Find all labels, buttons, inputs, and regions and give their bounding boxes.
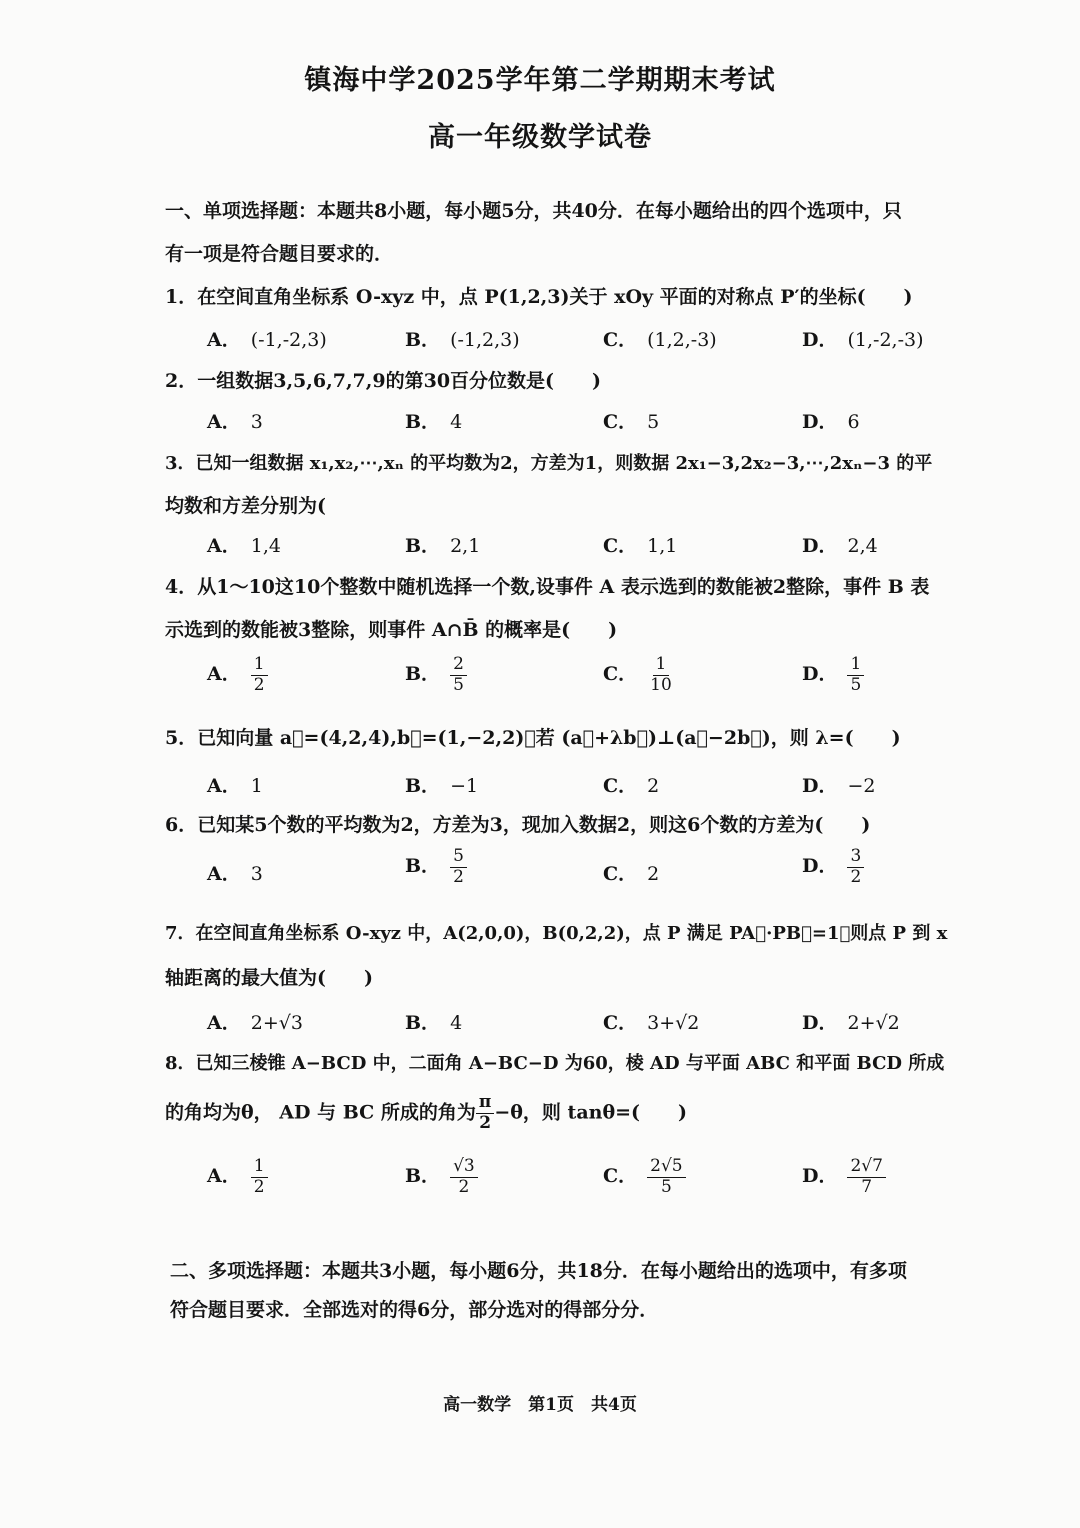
q7-option-a: A． 2+√3: [207, 1012, 303, 1034]
q8-stem-line2: 的角均为θ， AD 与 BC 所成的角为 $\frac{\pi}{2}$ −θ，则 tanθ=( ): [165, 1092, 688, 1133]
q7-option-d: D． 2+√2: [802, 1012, 900, 1034]
q4-option-c: C． $\frac{1}{10}$: [603, 654, 672, 695]
q3-option-d: D． 2,4: [802, 535, 878, 557]
exam-title: 镇海中学2025学年第二学期期末考试: [304, 65, 776, 96]
q1-option-a: A． (-1,-2,3): [207, 329, 327, 351]
q4-option-a: A． $\frac{1}{2}$: [207, 656, 268, 695]
q3-stem-line2: 均数和方差分别为(: [165, 495, 326, 517]
q1-stem: 1．在空间直角坐标系 O-xyz 中，点 P(1,2,3)关于 xOy 平面的对称点 P′的坐标( ): [165, 286, 913, 308]
section1-intro-line2: 有一项是符合题目要求的．: [165, 243, 394, 265]
q6-option-a: A． 3: [207, 863, 263, 885]
q4-option-d: D． $\frac{1}{5}$: [802, 656, 864, 695]
q8-pi-over-2: $\frac{\pi}{2}$: [476, 1094, 494, 1133]
q5-option-a: A． 1: [207, 775, 263, 797]
q8-option-d: D． $\frac{2√7}{7}$: [802, 1158, 886, 1197]
exam-subtitle: 高一年级数学试卷: [428, 122, 652, 153]
q7-option-b: B． 4: [405, 1012, 463, 1034]
q3-stem-line1: 3．已知一组数据 x₁,x₂,⋯,xₙ 的平均数为2，方差为1，则数据 2x₁−3,2x₂−3,⋯,2xₙ−3 的平: [165, 453, 933, 474]
q8-option-a: A． $\frac{1}{2}$: [207, 1158, 268, 1197]
q2-stem: 2．一组数据3,5,6,7,7,9的第30百分位数是( ): [165, 370, 602, 392]
q6-stem: 6．已知某5个数的平均数为2，方差为3，现加入数据2，则这6个数的方差为( ): [165, 814, 871, 836]
q3-option-c: C． 1,1: [603, 535, 678, 557]
q3-option-a: A． 1,4: [207, 535, 281, 557]
q5-stem: 5．已知向量 a⃗=(4,2,4),b⃗=(1,−2,2)，若 (a⃗+λb⃗)⊥(a⃗−2b⃗)，则 λ=( ): [165, 727, 901, 749]
q4-stem-line2: 示选到的数能被3整除，则事件 A∩B̄ 的概率是( ): [165, 619, 618, 641]
q3-option-b: B． 2,1: [405, 535, 481, 557]
q7-stem-line2: 轴距离的最大值为( ): [165, 967, 373, 989]
q1-option-c: C． (1,2,-3): [603, 329, 717, 351]
q6-option-c: C． 2: [603, 863, 660, 885]
q2-option-d: D． 6: [802, 411, 860, 433]
q2-option-b: B． 4: [405, 411, 463, 433]
q5-option-d: D． −2: [802, 775, 876, 797]
q7-stem-line1: 7．在空间直角坐标系 O-xyz 中，A(2,0,0)，B(0,2,2)，点 P 满足 PA⃗·PB⃗=1，则点 P 到 x: [165, 923, 948, 944]
q2-option-c: C． 5: [603, 411, 660, 433]
section1-intro-line1: 一、单项选择题：本题共8小题，每小题5分，共40分．在每小题给出的四个选项中，只: [165, 200, 902, 222]
q8-option-c: C． $\frac{2√5}{5}$: [603, 1158, 686, 1197]
q2-option-a: A． 3: [207, 411, 263, 433]
page-footer: 高一数学 第1页 共4页: [443, 1395, 637, 1415]
q1-option-b: B． (-1,2,3): [405, 329, 520, 351]
q8-stem-line1: 8．已知三棱锥 A−BCD 中，二面角 A−BC−D 为60，棱 AD 与平面 ABC 和平面 BCD 所成: [165, 1053, 945, 1074]
q4-stem-line1: 4．从1～10这10个整数中随机选择一个数,设事件 A 表示选到的数能被2整除，事件 B 表: [165, 576, 930, 598]
q7-option-c: C． 3+√2: [603, 1012, 700, 1034]
q5-option-c: C． 2: [603, 775, 660, 797]
section2-intro-line1: 二、多项选择题：本题共3小题，每小题6分，共18分．在每小题给出的选项中，有多项: [170, 1260, 907, 1282]
section2-intro-line2: 符合题目要求．全部选对的得6分，部分选对的得部分分．: [170, 1299, 659, 1321]
q8-option-b: B． $\frac{√3}{2}$: [405, 1158, 478, 1197]
q6-option-d: D． $\frac{3}{2}$: [802, 848, 864, 887]
q4-option-b: B． $\frac{2}{5}$: [405, 656, 467, 695]
q1-option-d: D． (1,-2,-3): [802, 329, 924, 351]
q6-option-b: B． $\frac{5}{2}$: [405, 848, 467, 887]
q5-option-b: B． −1: [405, 775, 479, 797]
